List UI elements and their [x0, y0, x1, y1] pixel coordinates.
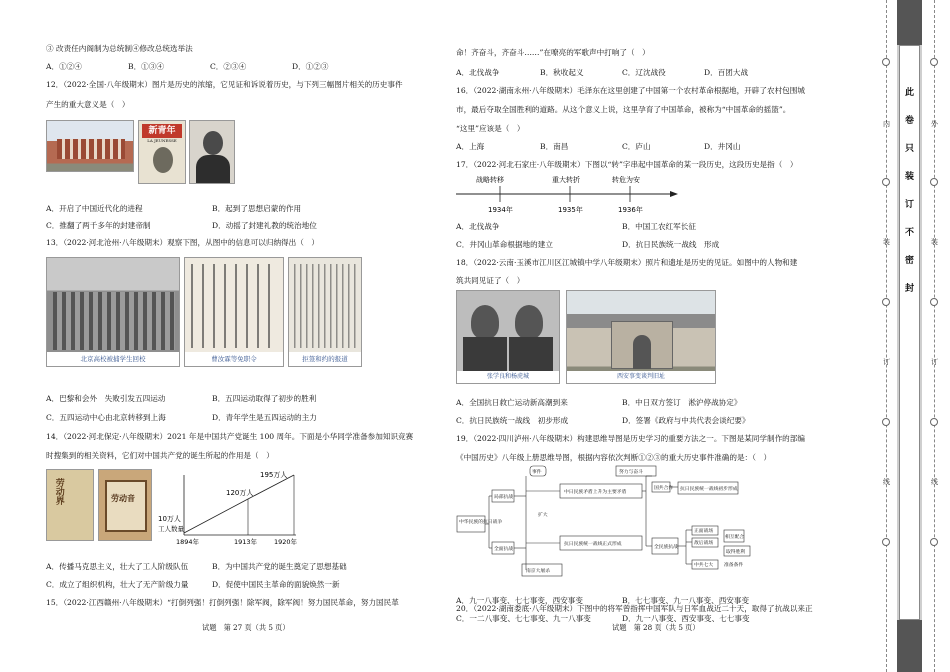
seal-char: 不	[905, 228, 915, 238]
option[interactable]: B．五四运动取得了初步的胜利	[212, 394, 317, 403]
map-node: 正面战场	[694, 529, 714, 534]
chart-label: 工人数量	[158, 525, 184, 533]
left-footer: 试题 第 27 页（共 5 页）	[202, 623, 290, 632]
binding-hole	[882, 58, 890, 66]
map-node: 中日民族矛盾上升为主要矛盾	[564, 490, 627, 495]
outer-dashed-line	[934, 0, 935, 672]
photo-caption: 张学良和杨虎城	[457, 371, 559, 383]
q13-stem: 13．（2022·河北沧州·八年级期末）观察下图，从图中的信息可以归纳得出（ ）	[46, 238, 320, 247]
timeline-label: 战略转移	[476, 176, 504, 184]
map-node: 事件	[532, 470, 542, 475]
q16-stem-1: 16．（2022·湖南永州·八年级期末）毛泽东在这里创建了中国第一个农村革命根据地，开辟了农村包围城	[456, 86, 805, 95]
binding-hole	[930, 418, 938, 426]
option[interactable]: C．成立了组织机构，壮大了无产阶级力量	[46, 580, 189, 589]
map-node: 抗日民族统一战线正式形成	[564, 542, 622, 547]
q12-options-row2	[46, 221, 412, 230]
option[interactable]: C．辽沈战役	[622, 68, 666, 77]
outer-label: 外	[931, 120, 938, 128]
q12-options-row1	[46, 204, 412, 213]
q17-options-row2	[456, 240, 822, 249]
chart-label: 1920年	[274, 538, 298, 545]
seal-char: 密	[905, 256, 915, 266]
magazine-label: 劳动界	[53, 478, 64, 505]
chart-label: 1894年	[176, 538, 200, 545]
option[interactable]: C．庐山	[622, 142, 651, 151]
binding-hole	[882, 418, 890, 426]
map-node: 中共七大	[694, 563, 714, 568]
q14-stem-2: 时搜集到的相关资料，它们对中国共产党的诞生所起的作用是（ ）	[46, 451, 274, 460]
chart-label: 10万人	[158, 515, 181, 523]
option[interactable]: C．一二八事变、七七事变、九一八事变	[456, 614, 591, 623]
option[interactable]: D．签署《政府与中共代表会谈纪要》	[622, 416, 750, 425]
timeline-label: 重大转折	[552, 176, 580, 184]
q20-stem: 20．（2022·湖南娄底·八年级期末）下图中的将军曾指挥中国军队与日军血战近二十天，取得了抗战以来正	[456, 604, 813, 613]
binding-hole	[882, 538, 890, 546]
q17-options-row1	[456, 222, 822, 231]
seal-char: 订	[905, 200, 915, 210]
q13-options-row2	[46, 413, 412, 422]
q19-stem-1: 19．（2022·四川泸州·八年级期末）构建思维导图是历史学习的重要方法之一。下图是某同学制作的部编	[456, 434, 805, 443]
map-node: 准备条件	[724, 563, 744, 568]
mind-map	[456, 464, 756, 590]
timeline-year: 1934年	[488, 206, 513, 214]
option[interactable]: C．抗日民族统一战线 初步形成	[456, 416, 569, 425]
map-node: 敌后战场	[694, 541, 714, 546]
students-return-photo	[46, 257, 180, 367]
option[interactable]: C．五四运动中心由北京转移到上海	[46, 413, 166, 422]
option[interactable]: A．九一八事变、七七事变，西安事变	[456, 596, 583, 605]
map-node: 努力与奋斗	[619, 470, 643, 475]
q19-stem-2: 《中国历史》八年级上册思维导图，根据内容依次判断①②③的重大历史事件准确的是：（ ）	[456, 453, 772, 462]
q18-stem-1: 18．（2022·云南·玉溪市江川区江城镇中学八年级期末）照片和遗址是历史的见证。如图中的人物和建	[456, 258, 798, 267]
q18-options-row1	[456, 398, 822, 407]
option[interactable]: A．全国抗日救亡运动新高潮到来	[456, 398, 568, 407]
inner-dashed-line	[886, 0, 887, 672]
zhang-yang-photo	[456, 290, 560, 384]
q14-options-row2	[46, 580, 412, 589]
seal-char: 只	[905, 144, 915, 154]
inner-label: 装	[883, 238, 890, 246]
binding-hole	[930, 538, 938, 546]
inner-label: 订	[883, 358, 890, 366]
map-node: 全面抗战	[494, 547, 514, 552]
labor-voice-magazine	[98, 469, 152, 541]
binding-hole	[882, 298, 890, 306]
site-caption: 西安事变谈判旧址	[567, 371, 715, 383]
chart-label: 1913年	[234, 538, 258, 545]
option[interactable]: B．①③④	[128, 62, 164, 71]
option[interactable]: B．中日双方签订 淞沪停战协定》	[622, 398, 742, 407]
seal-panel	[899, 45, 920, 620]
map-node: 抗日民族统一战线初步形成	[680, 487, 738, 492]
seal-char: 卷	[905, 116, 915, 126]
q15-stem: 15．（2022·江西赣州·八年级期末）“打倒列强！打倒列强！除军阀，除军阀！努力国民革命，努力国民革	[46, 598, 399, 607]
worker-growth-chart	[156, 469, 306, 545]
right-footer: 试题 第 28 页（共 5 页）	[612, 623, 700, 632]
timeline-year: 1935年	[558, 206, 583, 214]
timeline-label: 转危为安	[612, 176, 640, 184]
dark-block-bottom	[897, 620, 922, 672]
option[interactable]: B．南昌	[540, 142, 569, 151]
binding-strip	[870, 0, 950, 672]
q17-stem: 17．（2022·河北石家庄·八年级期末）下图以“转”字串起中国革命的某一段历史，这段历史是指（ ）	[456, 160, 798, 169]
option[interactable]: D．井冈山	[704, 142, 741, 151]
option[interactable]: B．七七事变、九一八事变、西安事变	[622, 596, 750, 605]
magazine-title: 新青年	[142, 124, 182, 138]
option[interactable]: D．动摇了封建礼教的统治地位	[212, 221, 317, 230]
option[interactable]: A．传播马克思主义，壮大了工人阶级队伍	[46, 562, 189, 571]
outer-label: 订	[931, 358, 938, 366]
option[interactable]: D．①②③	[292, 62, 329, 71]
binding-hole	[882, 178, 890, 186]
q16-stem-3: “这里”应该是（ ）	[456, 124, 525, 133]
option[interactable]: D．抗日民族统一战线 形成	[622, 240, 720, 249]
option[interactable]: D．九一八事变、西安事变、七七事变	[622, 614, 750, 623]
new-youth-magazine-cover	[138, 120, 186, 184]
option[interactable]: A．开启了中国近代化的进程	[46, 204, 143, 213]
q16-options	[456, 142, 786, 151]
q11-tail: ③ 改责任内阁制为总统制④修改总统选举法	[46, 44, 193, 53]
labor-world-magazine	[46, 469, 94, 541]
option[interactable]: C．②③④	[210, 62, 247, 71]
newspaper-report	[288, 257, 362, 367]
outer-label: 线	[931, 478, 938, 486]
binding-hole	[930, 58, 938, 66]
map-node: 全民族抗战	[654, 545, 678, 550]
option[interactable]: B．为中国共产党的诞生奠定了思想基础	[212, 562, 347, 571]
dark-block-top	[897, 0, 922, 45]
map-node: 中华民族的抗日战争	[459, 520, 503, 525]
q12-stem-1: 12．（2022·全国·八年级期末）图片是历史的浓缩，它见证和诉说着历史，与下列三幅图片相关的历史事件	[46, 80, 403, 89]
option[interactable]: B．起到了思想启蒙的作用	[212, 204, 302, 213]
q18-options-row2	[456, 416, 822, 425]
option[interactable]: A．北伐战争	[456, 222, 500, 231]
binding-hole	[930, 298, 938, 306]
timeline-year: 1936年	[618, 206, 643, 214]
photo-caption: 北京高校被捕学生回校	[47, 352, 179, 366]
map-node: 南京大屠杀	[526, 569, 550, 574]
binding-hole	[930, 178, 938, 186]
option[interactable]: A．巴黎和会外 失败引发五四运动	[46, 394, 166, 403]
q14-stem-1: 14．（2022·河北保定·八年级期末）2021 年是中国共产党诞生 100 周年。下面是小华同学准备参加知识竞赛	[46, 432, 414, 441]
option[interactable]: C．井冈山革命根据地的建立	[456, 240, 553, 249]
report-caption: 拒签和约的报道	[289, 352, 361, 366]
map-node: 扩大	[538, 513, 548, 518]
map-node: 取得胜利	[726, 550, 746, 555]
map-node: 局部抗战	[494, 495, 514, 500]
seal-char: 此	[905, 88, 915, 98]
portrait-photo	[189, 120, 235, 184]
outer-label: 装	[931, 238, 938, 246]
xian-incident-site	[566, 290, 716, 384]
option[interactable]: A．北伐战争	[456, 68, 500, 77]
seal-char: 装	[905, 172, 915, 182]
q13-options-row1	[46, 394, 412, 403]
map-node: 国共合作	[654, 486, 674, 491]
seal-char: 封	[905, 284, 915, 294]
dismissal-order-document	[184, 257, 284, 367]
doc-caption: 曹汝霖等免职令	[185, 352, 283, 366]
chart-label: 120万人	[226, 489, 254, 497]
option[interactable]: D．百团大战	[704, 68, 749, 77]
option[interactable]: A．①②④	[46, 62, 82, 71]
q15-options	[456, 68, 786, 77]
option[interactable]: D．促使中国民主革命的面貌焕然一新	[212, 580, 340, 589]
q14-options-row1	[46, 562, 412, 571]
chart-label: 195万人	[260, 471, 288, 479]
q19-options-row2	[456, 614, 822, 623]
option[interactable]: D．青年学生是五四运动的主力	[212, 413, 317, 422]
magazine-subtitle: LA JEUNESSE	[147, 138, 177, 143]
option[interactable]: A．上海	[456, 142, 485, 151]
inner-label: 线	[883, 478, 890, 486]
inner-label: 内	[883, 120, 890, 128]
q12-stem-2: 产生的重大意义是（ ）	[46, 100, 130, 109]
q15-tail: 命！齐奋斗，齐奋斗……”在嘹亮的军歌声中打响了（ ）	[456, 48, 650, 57]
magazine-label: 劳动音	[111, 493, 135, 503]
option[interactable]: B．秋收起义	[540, 68, 584, 77]
q11-options	[46, 62, 374, 71]
option[interactable]: B．中国工农红军长征	[622, 222, 696, 231]
q18-stem-2: 筑共同见证了（ ）	[456, 276, 525, 285]
q16-stem-2: 市，最后夺取全国胜利的道路。从这个意义上说，这里孕育了中国革命，被称为“中国革命的摇篮”。	[456, 105, 791, 114]
red-building-photo	[46, 120, 134, 172]
map-node: 相互配合	[725, 535, 745, 540]
option[interactable]: C．推翻了两千多年的封建帝制	[46, 221, 151, 230]
